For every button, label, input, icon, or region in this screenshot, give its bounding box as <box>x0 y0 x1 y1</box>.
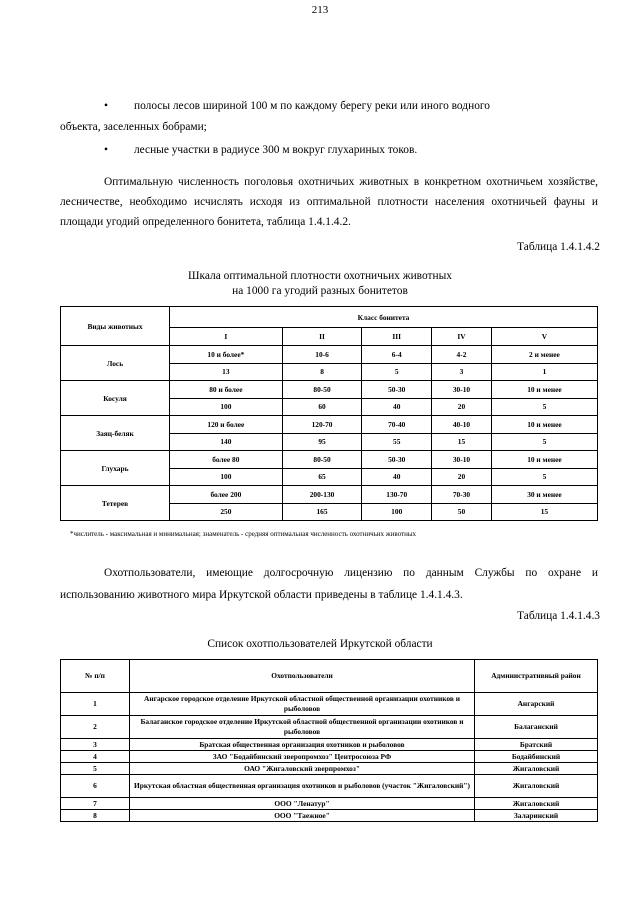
table-cell: 100 <box>170 468 283 486</box>
table-cell: 1 <box>491 363 597 381</box>
district: Жигаловский <box>475 763 598 775</box>
table-cell: 5 <box>362 363 432 381</box>
class-header: III <box>362 328 432 346</box>
user-name: ОАО "Жигаловский зверпромхоз" <box>130 763 475 775</box>
table-cell: 140 <box>170 433 283 451</box>
header-number: № п/п <box>61 660 130 693</box>
row-number: 8 <box>61 810 130 822</box>
table-cell: 3 <box>432 363 492 381</box>
class-header: V <box>491 328 597 346</box>
table-cell: 20 <box>432 398 492 416</box>
table-cell: 30 и менее <box>491 486 597 504</box>
table-cell: 40-10 <box>432 416 492 434</box>
user-name: ЗАО "Бодайбинский зверопромхоз" Центросоюза РФ <box>130 751 475 763</box>
table-row <box>61 346 598 364</box>
row-number: 6 <box>61 775 130 798</box>
table-cell: 65 <box>282 468 362 486</box>
table-cell: 55 <box>362 433 432 451</box>
table-row <box>61 775 598 798</box>
table-cell: 40 <box>362 398 432 416</box>
bullet-text: лесные участки в радиусе 300 м вокруг глухариных токов. <box>134 144 418 156</box>
row-number: 7 <box>61 798 130 810</box>
table-cell: 60 <box>282 398 362 416</box>
table-cell: 13 <box>170 363 283 381</box>
table-cell: 80-50 <box>282 381 362 399</box>
table-cell: 40 <box>362 468 432 486</box>
district: Ангарский <box>475 693 598 716</box>
table-cell: 165 <box>282 503 362 521</box>
table-cell: 250 <box>170 503 283 521</box>
user-name: ООО "Таежное" <box>130 810 475 822</box>
table-cell: 15 <box>432 433 492 451</box>
density-table <box>60 306 598 521</box>
header-species: Виды животных <box>61 307 170 346</box>
table-cell: 10 и менее <box>491 381 597 399</box>
user-name: ООО "Ленатур" <box>130 798 475 810</box>
bullet-text: полосы лесов шириной 100 м по каждому берегу реки или иного водного <box>134 100 490 112</box>
district: Братский <box>475 739 598 751</box>
species-name: Заяц-беляк <box>61 416 170 451</box>
table-cell: 50 <box>432 503 492 521</box>
species-name: Тетерев <box>61 486 170 521</box>
table1-title <box>0 269 640 299</box>
bullet-item <box>60 96 600 138</box>
table-row <box>61 416 598 434</box>
table-row <box>61 751 598 763</box>
species-name: Лось <box>61 346 170 381</box>
row-number: 4 <box>61 751 130 763</box>
table-row <box>61 381 598 399</box>
header-users: Охотпользователи <box>130 660 475 693</box>
table-cell: 50-30 <box>362 381 432 399</box>
table-cell: 5 <box>491 398 597 416</box>
table-cell: 95 <box>282 433 362 451</box>
table1-label: Таблица 1.4.1.4.2 <box>517 241 600 253</box>
table-cell: 50-30 <box>362 451 432 469</box>
district: Жигаловский <box>475 775 598 798</box>
table-row <box>61 716 598 739</box>
table-row <box>61 693 598 716</box>
table-row <box>61 798 598 810</box>
user-name: Братская общественная организация охотников и рыболовов <box>130 739 475 751</box>
row-number: 1 <box>61 693 130 716</box>
row-number: 2 <box>61 716 130 739</box>
species-name: Косуля <box>61 381 170 416</box>
bullet-item <box>60 140 600 161</box>
table-cell: 80 и более <box>170 381 283 399</box>
header-district: Административный район <box>475 660 598 693</box>
district: Балаганский <box>475 716 598 739</box>
district: Бодайбинский <box>475 751 598 763</box>
bullet-icon: • <box>104 144 108 156</box>
table-row <box>61 486 598 504</box>
table-cell: более 80 <box>170 451 283 469</box>
user-name: Иркутская областная общественная организация охотников и рыболовов (участок "Жигаловский") <box>130 775 475 798</box>
table-row <box>61 763 598 775</box>
table-cell: 10 и менее <box>491 416 597 434</box>
table-cell: 5 <box>491 468 597 486</box>
table-row <box>61 810 598 822</box>
table2-label: Таблица 1.4.1.4.3 <box>517 610 600 622</box>
district: Жигаловский <box>475 798 598 810</box>
paragraph-users: Охотпользователи, имеющие долгосрочную лицензию по данным Службы по охране и использованию животного мира Иркутской области приведены в таблице 1.4.1.4.3. <box>60 567 598 601</box>
table-cell: 120-70 <box>282 416 362 434</box>
table-cell: 10 и менее <box>491 451 597 469</box>
table-cell: 10-6 <box>282 346 362 364</box>
paragraph-optimal-density: Оптимальную численность поголовья охотничьих животных в конкретном охотничьем хозяйстве, лесничестве, необходимо исчислять исходя из оптимальной плотности населения охотничьей фауны и площади угодий определенного бонитета, таблица 1.4.1.4.2. <box>60 176 598 228</box>
class-header: II <box>282 328 362 346</box>
class-header: IV <box>432 328 492 346</box>
table-cell: 6-4 <box>362 346 432 364</box>
table-cell: 15 <box>491 503 597 521</box>
table-cell: 30-10 <box>432 381 492 399</box>
user-name: Ангарское городское отделение Иркутской областной общественной организации охотников и рыболовов <box>130 693 475 716</box>
table-cell: 30-10 <box>432 451 492 469</box>
table-cell: 200-130 <box>282 486 362 504</box>
table-cell: 130-70 <box>362 486 432 504</box>
row-number: 5 <box>61 763 130 775</box>
table-cell: 120 и более <box>170 416 283 434</box>
user-name: Балаганское городское отделение Иркутской областной общественной организации охотников и рыболовов <box>130 716 475 739</box>
hunting-users-table <box>60 659 598 822</box>
table-cell: 20 <box>432 468 492 486</box>
table-cell: 5 <box>491 433 597 451</box>
table1-title-line2: на 1000 га угодий разных бонитетов <box>232 285 408 297</box>
row-number: 3 <box>61 739 130 751</box>
table-cell: 10 и более* <box>170 346 283 364</box>
table-row <box>61 739 598 751</box>
header-class: Класс бонитета <box>170 307 598 328</box>
table-cell: 70-30 <box>432 486 492 504</box>
page-number: 213 <box>311 4 329 16</box>
bullet-icon: • <box>104 100 108 112</box>
district: Заларинский <box>475 810 598 822</box>
table-cell: 8 <box>282 363 362 381</box>
species-name: Глухарь <box>61 451 170 486</box>
bullet-text-continuation: объекта, заселенных бобрами; <box>60 121 207 133</box>
class-header: I <box>170 328 283 346</box>
table-cell: 2 и менее <box>491 346 597 364</box>
table-cell: 80-50 <box>282 451 362 469</box>
table-row <box>61 451 598 469</box>
table-cell: 100 <box>362 503 432 521</box>
table1-title-line1: Шкала оптимальной плотности охотничьих животных <box>188 270 452 282</box>
table-cell: 4-2 <box>432 346 492 364</box>
table-cell: более 200 <box>170 486 283 504</box>
table-cell: 100 <box>170 398 283 416</box>
table1-footnote: *числитель - максимальная и минимальная; знаменатель - средняя оптимальная численность охотничьих животных <box>70 530 417 538</box>
table-cell: 70-40 <box>362 416 432 434</box>
table2-title: Список охотпользователей Иркутской области <box>207 638 433 650</box>
